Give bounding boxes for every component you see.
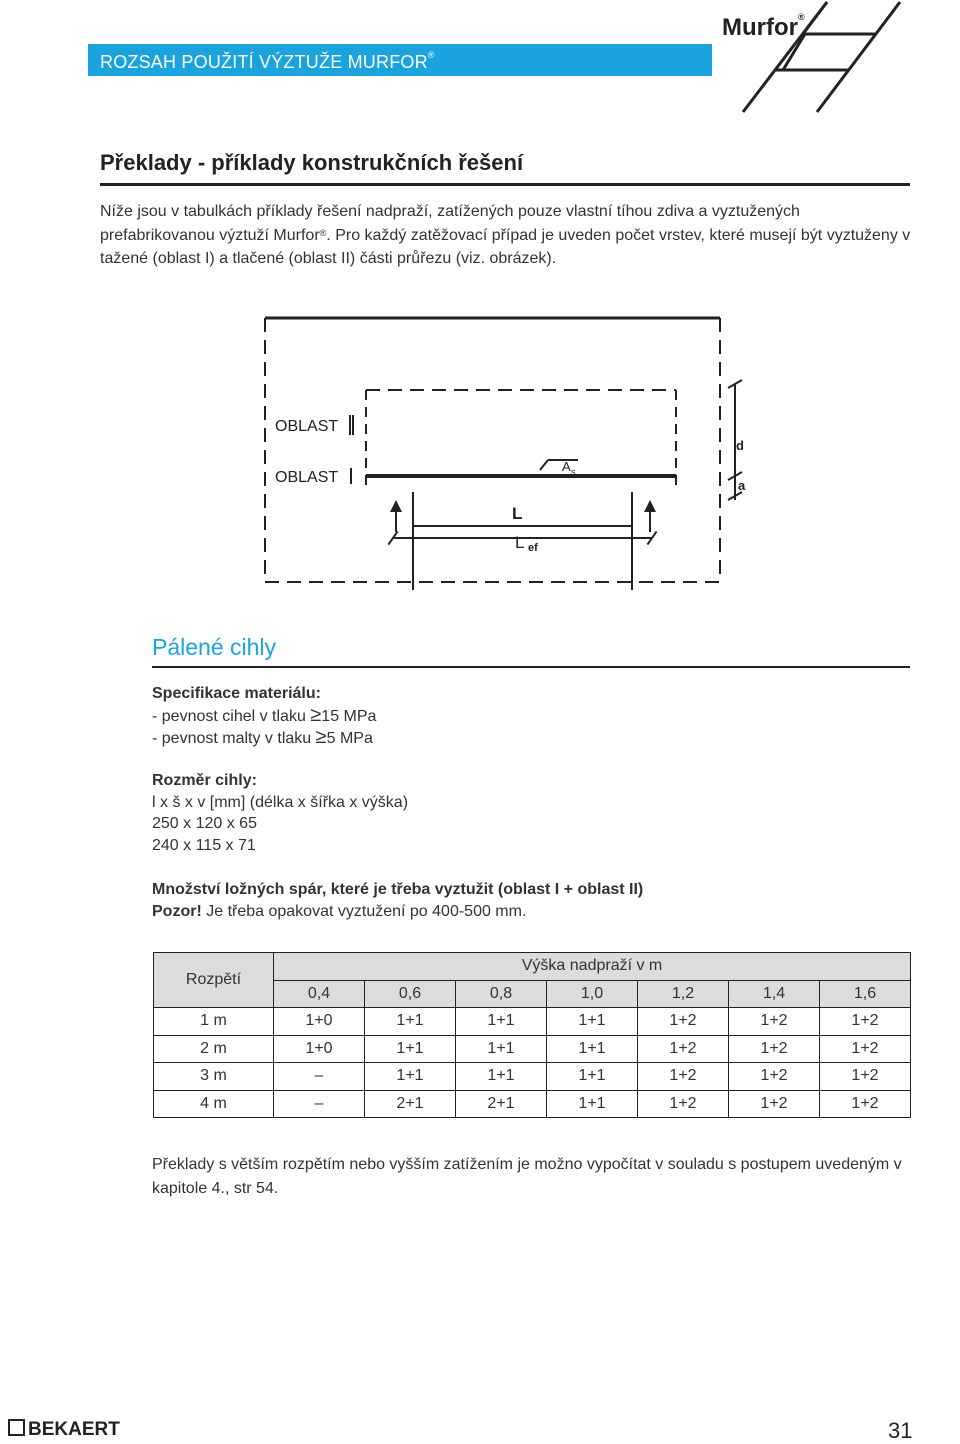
span-cell: 4 m <box>154 1090 274 1118</box>
murfor-ladder-logo <box>735 0 915 115</box>
table-cell: 1+1 <box>365 1008 456 1036</box>
lintel-diagram <box>0 300 960 600</box>
table-cell: 2+1 <box>456 1090 547 1118</box>
table-cell: 1+2 <box>638 1063 729 1091</box>
bekaert-logo: BEKAERT <box>8 1418 120 1441</box>
d-label: d <box>736 438 744 453</box>
table-cell: 1+2 <box>820 1063 911 1091</box>
as-label: A <box>562 459 571 474</box>
zone-1-label: OBLAST <box>275 469 339 486</box>
span-cell: 1 m <box>154 1008 274 1036</box>
heading-divider <box>100 183 910 186</box>
size-line: 240 x 115 x 71 <box>152 836 256 854</box>
table-cell: 1+2 <box>820 1090 911 1118</box>
table-cell: 1+1 <box>365 1035 456 1063</box>
table-cell: 1+2 <box>729 1063 820 1091</box>
joint-count-note <box>152 879 643 922</box>
spec-brick: - pevnost cihel v tlaku ≥15 MPa <box>152 703 377 726</box>
size-line: l x š x v [mm] (délka x šířka x výška) <box>152 793 409 811</box>
spec-mortar: - pevnost malty v tlaku ≥5 MPa <box>152 726 373 748</box>
brand-logo: Murfor® <box>722 12 805 41</box>
table-cell: 1+1 <box>456 1035 547 1063</box>
bekaert-mark-icon <box>8 1419 25 1436</box>
section-title: Pálené cihly <box>152 634 277 660</box>
table-cell: 1+0 <box>274 1035 365 1063</box>
table-cell: – <box>274 1090 365 1118</box>
lef-subscript: ef <box>528 542 538 554</box>
height-header: Výška nadpraží v m <box>274 953 911 981</box>
table-cell: 1+1 <box>456 1063 547 1091</box>
table-cell: 1+2 <box>729 1035 820 1063</box>
table-row <box>154 1063 911 1091</box>
table-cell: – <box>274 1063 365 1091</box>
table-cell: 1+2 <box>820 1008 911 1036</box>
lef-label: L <box>515 533 525 552</box>
section-divider <box>152 666 910 668</box>
material-spec <box>152 683 376 750</box>
table-cell: 1+2 <box>638 1008 729 1036</box>
page-number: 31 <box>888 1418 913 1443</box>
table-row <box>154 1035 911 1063</box>
footnote: Překlady s větším rozpětím nebo vyšším zatížením je možno vypočítat v souladu s postupem uvedeným v kapitole 4., str 54. <box>152 1156 902 1197</box>
intro-paragraph: Níže jsou v tabulkách příklady řešení nadpraží, zatížených pouze vlastní tíhou zdiva a vyztužených prefabrikovanou výztuží Murfor®. Pro každý zatěžovací případ je uveden počet vrstev, které musejí být vyztuženy v tažené (oblast I) a tlačené (oblast II) části průřezu (viz. obrázek). <box>100 203 911 267</box>
height-cell: 1,4 <box>729 980 820 1008</box>
warning-line: Pozor! Je třeba opakovat vyztužení po 400-500 mm. <box>152 902 527 920</box>
span-cell: 2 m <box>154 1035 274 1063</box>
table-cell: 1+1 <box>365 1063 456 1091</box>
zone-2-label: OBLAST <box>275 418 339 435</box>
height-cell: 0,6 <box>365 980 456 1008</box>
height-cell: 1,6 <box>820 980 911 1008</box>
span-header: Rozpětí <box>154 953 274 1008</box>
page-heading: Překlady - příklady konstrukčních řešení <box>100 150 524 175</box>
size-line: 250 x 120 x 65 <box>152 815 257 832</box>
table-cell: 1+2 <box>638 1035 729 1063</box>
height-cell: 1,0 <box>547 980 638 1008</box>
a-label: a <box>738 478 746 493</box>
height-cell: 0,8 <box>456 980 547 1008</box>
as-subscript: s <box>571 467 576 477</box>
span-cell: 3 m <box>154 1063 274 1091</box>
table-cell: 1+1 <box>547 1090 638 1118</box>
table-cell: 1+1 <box>547 1035 638 1063</box>
header-title: ROZSAH POUŽITÍ VÝZTUŽE MURFOR® <box>100 50 435 72</box>
span-l-label: L <box>512 504 523 523</box>
table-row <box>154 1008 911 1036</box>
height-cell: 1,2 <box>638 980 729 1008</box>
table-cell: 1+0 <box>274 1008 365 1036</box>
table-cell: 1+2 <box>820 1035 911 1063</box>
table-row <box>154 1090 911 1118</box>
table-cell: 1+1 <box>456 1008 547 1036</box>
size-title: Rozměr cihly: <box>152 772 257 789</box>
table-cell: 1+2 <box>729 1090 820 1118</box>
table-cell: 1+2 <box>729 1008 820 1036</box>
reinforcement-table <box>153 952 911 1118</box>
count-title: Množství ložných spár, které je třeba vyztužit (oblast I + oblast II) <box>152 881 644 898</box>
table-cell: 2+1 <box>365 1090 456 1118</box>
spec-title: Specifikace materiálu: <box>152 685 321 702</box>
table-cell: 1+1 <box>547 1063 638 1091</box>
brick-size <box>152 770 408 856</box>
table-cell: 1+1 <box>547 1008 638 1036</box>
height-cell: 0,4 <box>274 980 365 1008</box>
table-cell: 1+2 <box>638 1090 729 1118</box>
